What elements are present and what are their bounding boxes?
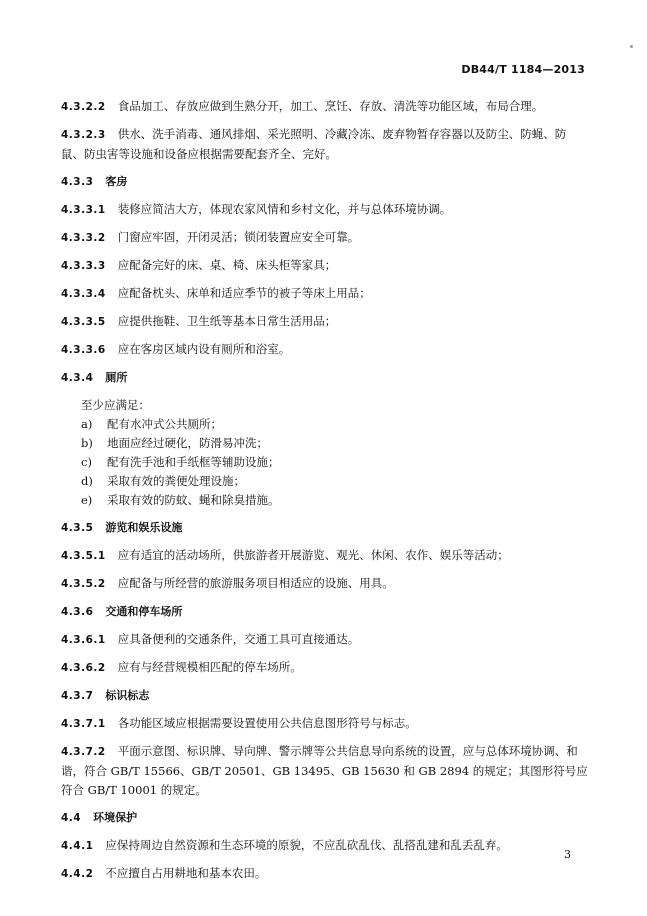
- clause-text: 应有适宜的活动场所，供旅游者开展游览、观光、休闲、农作、娱乐等活动；: [117, 548, 509, 562]
- list-item: [61, 472, 589, 491]
- clause-number: 4.4.2: [61, 868, 94, 880]
- list-item-text: 地面应经过硬化，防滑易冲洗；: [107, 436, 268, 450]
- clause-number: 4.3.5.2: [61, 578, 106, 590]
- clause-text: 不应擅自占用耕地和基本农田。: [105, 866, 267, 880]
- list-item-text: 配有水冲式公共厕所；: [107, 417, 222, 431]
- list-item: [61, 415, 589, 434]
- clause-text: 供水、洗手消毒、通风排烟、采光照明、冷藏冷冻、废弃物暂存容器以及防尘、防蝇、防鼠、防虫害等设施和设备应根据需要配套齐全、完好。: [61, 127, 567, 161]
- list-item-text: 采取有效的防蚊、蝇和除臭措施。: [107, 493, 280, 507]
- clause-number: 4.3.5.1: [61, 550, 106, 562]
- document-body: [61, 89, 589, 884]
- clause-paragraph: [61, 574, 589, 594]
- clause-paragraph: [61, 284, 589, 304]
- clause-paragraph: [61, 546, 589, 566]
- list-item: [61, 491, 589, 510]
- clause-number: 4.3.7.2: [61, 746, 106, 758]
- section-heading: [61, 686, 589, 706]
- clause-text: 应提供拖鞋、卫生纸等基本日常生活用品；: [117, 314, 337, 328]
- list-item-label: c): [81, 455, 92, 469]
- section-heading: [61, 172, 589, 192]
- clause-text: 应配备完好的床、桌、椅、床头柜等家具；: [117, 258, 337, 272]
- list-item-label: e): [81, 493, 93, 507]
- clause-number: 4.3.4: [61, 372, 94, 384]
- toilet-requirements-list: [61, 415, 589, 510]
- heading-title: 厕所: [105, 371, 128, 384]
- clause-number: 4.3.3: [61, 176, 94, 188]
- heading-title: 交通和停车场所: [105, 605, 183, 618]
- clause-paragraph: [61, 312, 589, 332]
- clause-text: 应配备与所经营的旅游服务项目相适应的设施、用具。: [117, 576, 394, 590]
- clause-text: 门窗应牢固，开闭灵活；锁闭装置应安全可靠。: [117, 230, 360, 244]
- clause-text: 平面示意图、标识牌、导向牌、警示牌等公共信息导向系统的设置，应与总体环境协调、和谐，符合 GB/T 15566、GB/T 20501、GB 13495、GB 15630 和 GB 2894 的规定；其图形符号应符合 GB/T 10001 的规定。: [61, 744, 588, 797]
- clause-number: 4.3.3.5: [61, 316, 106, 328]
- page-number: 3: [564, 848, 571, 861]
- document-code: DB44/T 1184—2013: [461, 63, 585, 76]
- clause-text: 应在客房区域内设有厕所和浴室。: [117, 342, 291, 356]
- section-heading: [61, 808, 589, 828]
- clause-number: 4.3.3.4: [61, 288, 106, 300]
- clause-paragraph: [61, 742, 589, 800]
- clause-paragraph: [61, 714, 589, 734]
- clause-text: 应具备便利的交通条件，交通工具可直接通达。: [117, 632, 360, 646]
- clause-text: 应配备枕头、床单和适应季节的被子等床上用品；: [117, 286, 371, 300]
- list-item-label: d): [81, 474, 93, 488]
- section-block-1: [61, 97, 589, 388]
- clause-number: 4.4.1: [61, 840, 94, 852]
- toilet-intro: [61, 396, 589, 510]
- clause-paragraph: [61, 864, 589, 884]
- clause-paragraph: [61, 125, 589, 164]
- clause-number: 4.4: [61, 812, 82, 824]
- clause-number: 4.3.2.3: [61, 129, 106, 141]
- clause-paragraph: [61, 658, 589, 678]
- toilet-intro-text: 至少应满足：: [81, 398, 150, 412]
- scan-mark: [630, 45, 633, 48]
- clause-number: 4.3.3.6: [61, 344, 106, 356]
- clause-number: 4.3.3.3: [61, 260, 106, 272]
- heading-title: 环境保护: [93, 811, 138, 824]
- clause-number: 4.3.3.1: [61, 204, 106, 216]
- list-item-text: 采取有效的粪便处理设施；: [107, 474, 245, 488]
- list-item-label: a): [81, 417, 93, 431]
- clause-paragraph: [61, 340, 589, 360]
- list-item-label: b): [81, 436, 93, 450]
- clause-number: 4.3.6.2: [61, 662, 106, 674]
- clause-number: 4.3.5: [61, 522, 94, 534]
- clause-number: 4.3.7.1: [61, 718, 106, 730]
- clause-paragraph: [61, 256, 589, 276]
- heading-title: 游览和娱乐设施: [105, 521, 183, 534]
- list-item-text: 配有洗手池和手纸框等辅助设施；: [107, 455, 280, 469]
- section-block-2: [61, 518, 589, 884]
- section-heading: [61, 518, 589, 538]
- list-item: [61, 453, 589, 472]
- list-item: [61, 434, 589, 453]
- clause-number: 4.3.7: [61, 690, 94, 702]
- clause-text: 各功能区域应根据需要设置使用公共信息图形符号与标志。: [117, 716, 417, 730]
- clause-text: 装修应简洁大方，体现农家风情和乡村文化，并与总体环境协调。: [117, 202, 452, 216]
- heading-title: 客房: [105, 175, 128, 188]
- clause-number: 4.3.3.2: [61, 232, 106, 244]
- clause-paragraph: [61, 200, 589, 220]
- clause-number: 4.3.6: [61, 606, 94, 618]
- clause-text: 食品加工、存放应做到生熟分开，加工、烹饪、存放、清洗等功能区域，布局合理。: [117, 99, 544, 113]
- clause-number: 4.3.2.2: [61, 101, 106, 113]
- clause-paragraph: [61, 228, 589, 248]
- clause-paragraph: [61, 630, 589, 650]
- section-heading: [61, 368, 589, 388]
- clause-paragraph: [61, 97, 589, 117]
- heading-title: 标识标志: [105, 689, 150, 702]
- clause-text: 应有与经营规模相匹配的停车场所。: [117, 660, 302, 674]
- clause-paragraph: [61, 836, 589, 856]
- clause-number: 4.3.6.1: [61, 634, 106, 646]
- section-heading: [61, 602, 589, 622]
- clause-text: 应保持周边自然资源和生态环境的原貌，不应乱砍乱伐、乱搭乱建和乱丢乱弃。: [105, 838, 508, 852]
